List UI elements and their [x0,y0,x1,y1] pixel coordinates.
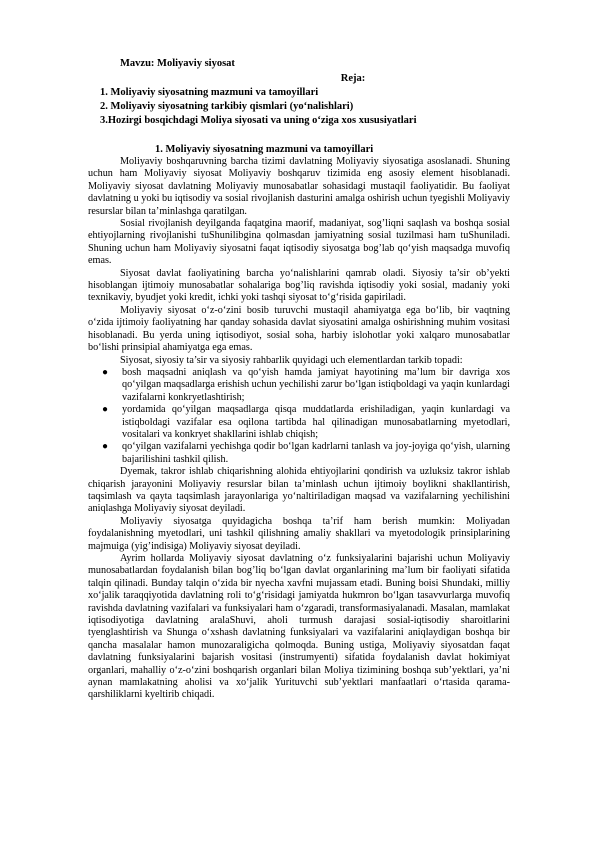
plan-item: 1. Moliyaviy siyosatning mazmuni va tamoyillari [100,87,319,98]
paragraph: Dyemak, takror ishlab chiqarishning alohida ehtiyojlarini qondirish va uzluksiz takror ishlab chiqarish jarayonini Moliyaviy resurslar bilan ta’minlash uchun ijtimoiy boylikni shakllantirish, taqsimlash va qayta taqsimlash jarayonlariga yo‘naltiriladigan maqsad va vazifalarning yechilishini aniqlashga Moliyaviy siyosat deyiladi. [88,466,510,515]
paragraph: Sosial rivojlanish deyilganda faqatgina maorif, madaniyat, sog’liqni saqlash va boshqa sosial ehtiyojlarning rivojlanishi tuShunilibgina qolmasdan jamiyatning sosial tuzilmasi ham tuShuniladi. Shuning uchun ham Moliyaviy siyosatni faqat iqtisodiy siyosatga bog’lab qo‘yish maqsadga muvofiq emas. [88,218,510,267]
paragraph: Siyosat, siyosiy ta’sir va siyosiy rahbarlik quyidagi uch elementlardan tarkib topadi: [120,354,463,366]
paragraph: Ayrim hollarda Moliyaviy siyosat davlatning o‘z funksiyalarini bajarishi uchun Moliyaviy munosabatlardan foydalanish bilan bog’liq bo‘lgan davlat organlarining ma’lum bir faoliyati sifatida talqin qilinadi. Bunday talqin o‘zida bir nyecha xavfni mujassam etadi. Buning boisi Shundaki, milliy xo‘jalik taraqqiyotida davlatning roli to‘g‘risidagi jamiyatda hukmron bo‘lgan tasavvurlarga muvofiq ravishda davlatning vazifalari va funksiyalari ham o‘zgaradi, transformasiyalanadi. Masalan, mamlakat iqtisodiyotiga davlatning aralaShuvi, aholi turmush darajasi sosial-iqtisodiy sharoitlarini tyenglashtirish va Shunga o‘xshash davlatning funksiyalari va vazifalarini aniqlaydigan boshqa bir qancha masalalar hamon munozaraligicha qolmoqda. Buning ustiga, Moliyaviy siyosatdan faqat davlatning funksiyalarini bajarish vositasi (instrumyenti) sifatida foydalanish davlat hokimiyat organlari, mahalliy o‘z-o‘zini boshqarish organlari bilan Moliya tizimining boshqa sub’yektlari, ya’ni aynan mamlakatning aholisi va xo‘jalik Yurituvchi sub’yektlari manfaatlari o‘rtasida qarama-qarshiliklarni kyeltirib chiqadi. [88,553,510,701]
list-item-text: qo‘yilgan vazifalarni yechishga qodir bo‘lgan kadrlarni tanlash va joy-joyiga qo‘yish, ularning bajarilishini tashkil qilish. [122,441,510,465]
list-item [102,441,510,466]
paragraph: Moliyaviy boshqaruvning barcha tizimi davlatning Moliyaviy siyosatiga asoslanadi. Shuning uchun ham Moliyaviy siyosat Moliyaviy boshqaruv tizimida eng asosiy element hisoblanadi. Moliyaviy siyosat davlatning Moliyaviy munosabatlar sohasidagi mustaqil faoliyatidir. Bu faoliyat davlatning u yoki bu iqtisodiy va sosial rivojlanish dasturini amalga oshirish uchun tyegishli Moliyaviy resurslar bilan ta’minlashga qaratilgan. [88,156,510,217]
list-item [102,404,510,441]
body-text [88,156,510,702]
bullet-icon: ● [102,441,109,453]
list-item-text: yordamida qo‘yilgan maqsadlarga qisqa muddatlarda erishiladigan, yaqin kunlardagi va istiqboldagi vazifalar esa oqilona tartibda hal qilinadigan munosabatlarning myetodlari, vositalari va konkryet shakllarini ishlab chiqish; [122,404,510,440]
list-item-text: bosh maqsadni aniqlash va qo‘yish hamda jamiyat hayotining ma’lum bir davriga xos qo‘yilgan maqsadlarga erishish uchun yechilishi zarur bo‘lgan istiqboldagi va yaqin kunlardagi vazifalarni konkryetlashtirish; [122,366,510,403]
list-item [102,367,510,404]
bullet-icon: ● [102,366,109,378]
plan-item: 3.Hozirgi bosqichdagi Moliya siyosati va uning o‘ziga xos xususiyatlari [100,115,417,126]
paragraph: Moliyaviy siyosatga quyidagicha boshqa ta’rif ham berish mumkin: Moliyadan foydalanishning myetodlari, uni tashkil qilishning amaliy shakllari va myetodologik prinsiplarining majmuiga (yig’indisiga) Moliyaviy siyosat deyiladi. [88,515,510,552]
plan-item: 2. Moliyaviy siyosatning tarkibiy qismlari (yo‘nalishlari) [100,101,354,112]
bullet-icon: ● [102,404,109,416]
section-heading: 1. Moliyaviy siyosatning mazmuni va tamoyillari [155,144,374,155]
plan-heading: Reja: [340,73,366,84]
paragraph: Moliyaviy siyosat o‘z-o‘zini bosib turuvchi mustaqil ahamiyatga ega bo‘lib, bir vaqtning o‘zida ijtimoiy faoliyatning har qanday sohasida davlat siyosatini amalga oshirishning muhim vositasi hisoblanadi. Bu yerda uning iqtisodiyot, sosial soha, harbiy islohotlar yoki xalqaro munosabatlar bo‘lishi prinsipial ahamiyatga ega emas. [88,304,510,354]
topic-title: Mavzu: Moliyaviy siyosat [120,58,235,69]
bullet-list [88,367,510,466]
plan-list [100,86,417,128]
paragraph: Siyosat davlat faoliyatining barcha yo‘nalishlarini qamrab oladi. Siyosiy ta’sir ob’yekti hisoblangan ijtimoiy munosabatlar sohalariga bog’liq ravishda iqtisodiy yoki sosial, madaniy yoki texnikaviy, byudjet yoki kredit, ichki yoki tashqi siyosat to‘g‘risida gapiriladi. [88,267,510,304]
